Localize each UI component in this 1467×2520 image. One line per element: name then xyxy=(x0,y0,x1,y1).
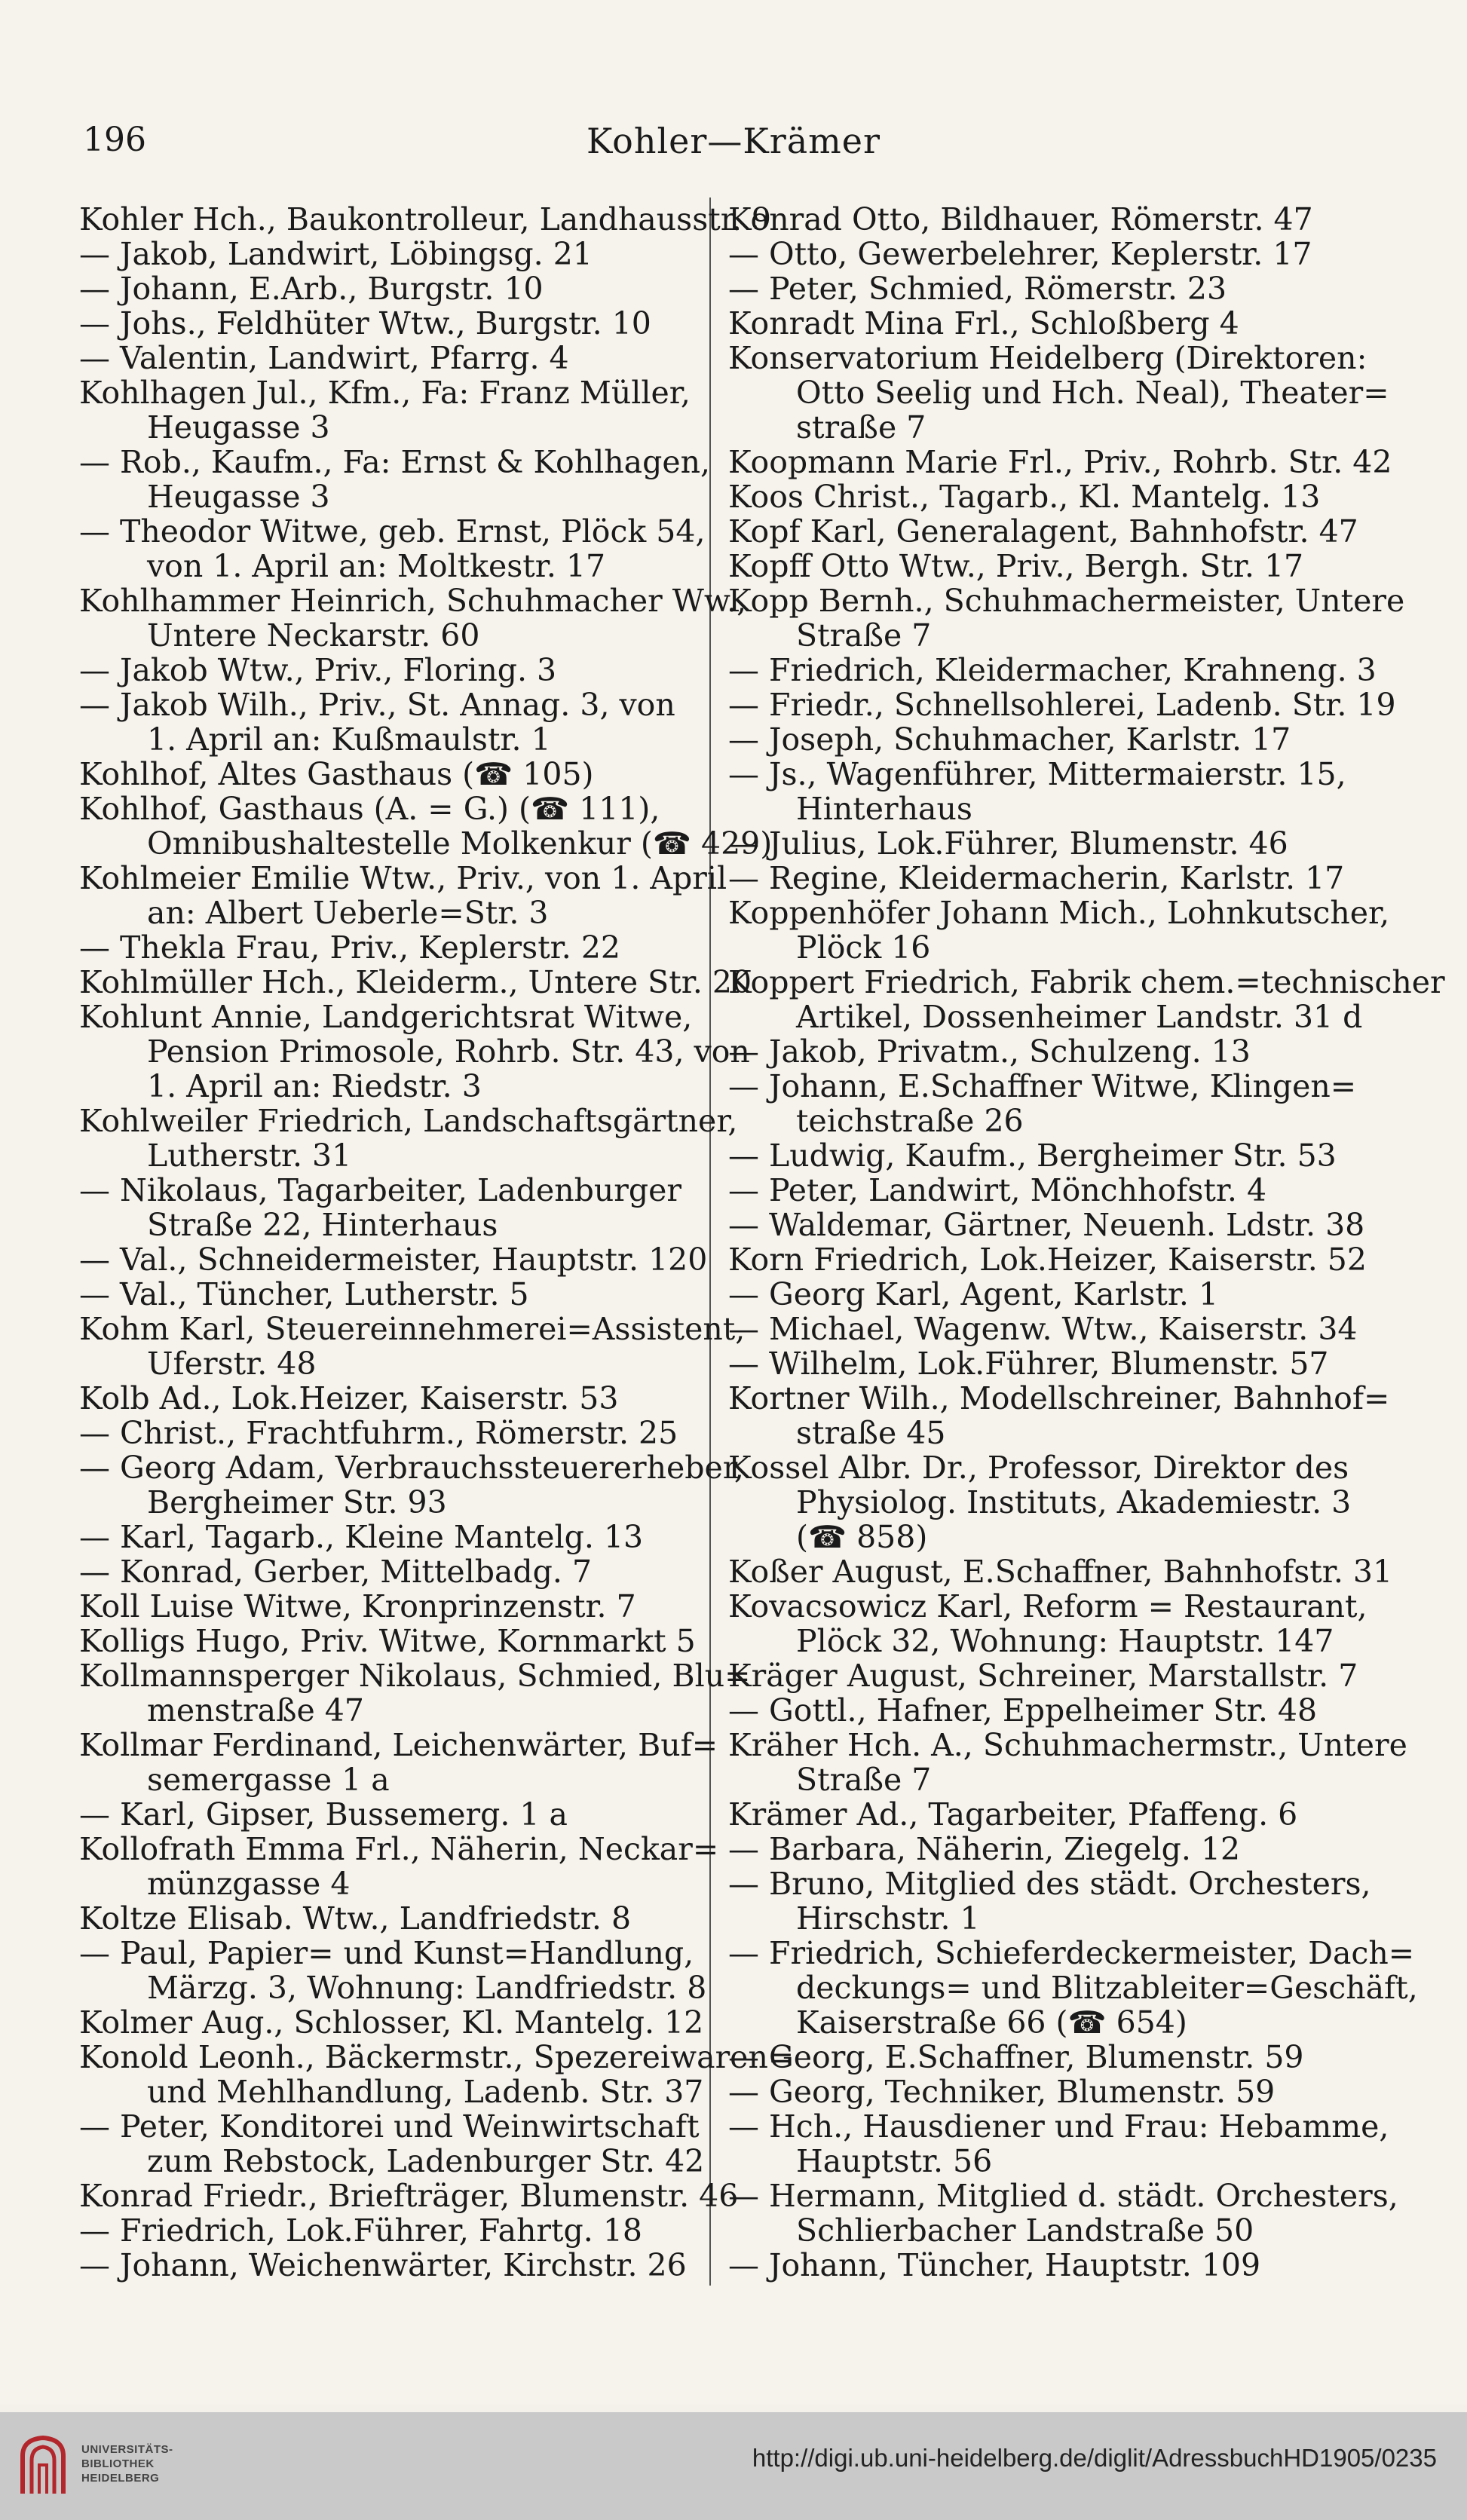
directory-entry xyxy=(79,1831,719,1902)
entry-line: — Gottl., Hafner, Eppelheimer Str. 48 xyxy=(728,1692,1318,1728)
entry-continuation-line: Straße 7 xyxy=(796,617,932,654)
entry-line: — Otto, Gewerbelehrer, Keplerstr. 17 xyxy=(728,236,1312,272)
entry-line: Kohlhagen Jul., Kfm., Fa: Franz Müller, xyxy=(79,375,691,411)
entry-line: — Joseph, Schuhmacher, Karlstr. 17 xyxy=(728,721,1291,758)
directory-entry xyxy=(728,1832,1354,1866)
entry-line: Koßer August, E.Schaffner, Bahnhofstr. 31 xyxy=(728,1554,1393,1590)
directory-entry xyxy=(79,2039,795,2110)
entry-line: — Konrad, Gerber, Mittelbadg. 7 xyxy=(79,1554,593,1590)
entry-continuation-line: zum Rebstock, Ladenburger Str. 42 xyxy=(147,2143,705,2179)
entry-line: Koos Christ., Tagarb., Kl. Mantelg. 13 xyxy=(728,479,1321,515)
directory-entry xyxy=(79,1589,712,1624)
entry-continuation-line: Plöck 16 xyxy=(796,929,931,966)
entry-line: Koopmann Marie Frl., Priv., Rohrb. Str. 42 xyxy=(728,444,1392,480)
directory-entry xyxy=(728,1068,1357,1139)
directory-entry xyxy=(728,306,1354,341)
directory-entry xyxy=(79,1277,712,1312)
running-head: Kohler—Krämer xyxy=(586,121,881,161)
entry-line: Kopp Bernh., Schuhmachermeister, Untere xyxy=(728,583,1405,619)
directory-entry xyxy=(728,237,1354,271)
entry-line: Koll Luise Witwe, Kronprinzenstr. 7 xyxy=(79,1588,636,1624)
directory-entry xyxy=(79,1381,712,1416)
directory-entry xyxy=(728,1658,1358,1694)
entry-continuation-line: semergasse 1 a xyxy=(147,1762,390,1798)
logo-line-3: HEIDELBERG xyxy=(81,2472,160,2485)
directory-entry xyxy=(728,2040,1354,2074)
directory-entry xyxy=(79,1624,712,1658)
entry-continuation-line: und Mehlhandlung, Ladenb. Str. 37 xyxy=(147,2074,704,2110)
entry-line: — Johann, Tüncher, Hauptstr. 109 xyxy=(728,2247,1261,2283)
entry-line: — Theodor Witwe, geb. Ernst, Plöck 54, xyxy=(79,513,706,550)
entry-continuation-line: (☎ 858) xyxy=(796,1519,928,1555)
directory-entry xyxy=(79,1797,712,1832)
entry-continuation-line: menstraße 47 xyxy=(147,1692,364,1728)
entry-line: Kräger August, Schreiner, Marstallstr. 7 xyxy=(728,1658,1358,1694)
entry-line: Konradt Mina Frl., Schloßberg 4 xyxy=(728,305,1239,341)
directory-entry xyxy=(79,1658,751,1728)
entry-line: — Karl, Gipser, Bussemerg. 1 a xyxy=(79,1796,568,1833)
entry-continuation-line: Straße 7 xyxy=(796,1762,932,1798)
entry-line: Kollmannsperger Nikolaus, Schmied, Blu= xyxy=(79,1658,751,1694)
university-library-logo[interactable] xyxy=(17,2433,198,2501)
directory-entry xyxy=(79,375,712,445)
entry-line: Kohlmüller Hch., Kleiderm., Untere Str. 20 xyxy=(79,964,752,1000)
entry-line: — Friedrich, Kleidermacher, Krahneng. 3 xyxy=(728,652,1377,688)
entry-continuation-line: Otto Seelig und Hch. Neal), Theater= xyxy=(796,375,1389,411)
entry-line: — Ludwig, Kaufm., Bergheimer Str. 53 xyxy=(728,1138,1337,1174)
entry-line: — Johann, E.Arb., Burgstr. 10 xyxy=(79,271,544,307)
entry-line: — Friedr., Schnellsohlerei, Ladenb. Str. 19 xyxy=(728,687,1396,723)
entry-continuation-line: Hauptstr. 56 xyxy=(796,2143,993,2179)
directory-entry xyxy=(79,1416,712,1450)
page-header xyxy=(75,113,1392,166)
entry-line: Kohm Karl, Steuereinnehmerei=Assistent, xyxy=(79,1311,746,1347)
entry-line: — Jakob Wilh., Priv., St. Annag. 3, von xyxy=(79,687,675,723)
entry-line: Kolb Ad., Lok.Heizer, Kaiserstr. 53 xyxy=(79,1380,619,1416)
entry-continuation-line: von 1. April an: Moltkestr. 17 xyxy=(147,548,606,584)
directory-entry xyxy=(79,445,712,514)
directory-entry xyxy=(728,895,1390,966)
entry-line: — Julius, Lok.Führer, Blumenstr. 46 xyxy=(728,825,1288,862)
entry-line: — Waldemar, Gärtner, Neuenh. Ldstr. 38 xyxy=(728,1207,1365,1243)
entry-line: — Wilhelm, Lok.Führer, Blumenstr. 57 xyxy=(728,1346,1329,1382)
entry-continuation-line: Heugasse 3 xyxy=(147,479,330,515)
entry-line: Kortner Wilh., Modellschreiner, Bahnhof= xyxy=(728,1380,1390,1416)
directory-entry xyxy=(79,930,712,965)
directory-entry xyxy=(79,1450,744,1520)
directory-entry xyxy=(728,687,1396,723)
entry-line: — Christ., Frachtfuhrm., Römerstr. 25 xyxy=(79,1415,678,1451)
entry-line: — Nikolaus, Tagarbeiter, Ladenburger xyxy=(79,1172,681,1208)
entry-line: Kohlunt Annie, Landgerichtsrat Witwe, xyxy=(79,999,693,1035)
entry-line: — Hermann, Mitglied d. städt. Orchesters, xyxy=(728,2178,1398,2214)
entry-continuation-line: Kaiserstraße 66 (☎ 654) xyxy=(796,2004,1187,2041)
entry-line: — Thekla Frau, Priv., Keplerstr. 22 xyxy=(79,929,621,966)
entry-continuation-line: Heugasse 3 xyxy=(147,409,330,446)
directory-entry xyxy=(728,1380,1390,1451)
entry-line: — Friedrich, Schieferdeckermeister, Dach= xyxy=(728,1935,1415,1971)
entry-line: — Michael, Wagenw. Wtw., Kaiserstr. 34 xyxy=(728,1311,1358,1347)
directory-entry xyxy=(728,1554,1393,1590)
logo-line-1: UNIVERSITÄTS- xyxy=(81,2443,173,2456)
left-column xyxy=(79,201,795,2283)
directory-entry xyxy=(79,271,712,306)
entry-continuation-line: 1. April an: Riedstr. 3 xyxy=(147,1068,482,1104)
directory-entry xyxy=(728,479,1354,514)
entry-line: — Jakob, Privatm., Schulzeng. 13 xyxy=(728,1033,1251,1070)
directory-entry xyxy=(79,1727,718,1798)
directory-entry xyxy=(728,1173,1354,1208)
entry-line: — Peter, Landwirt, Mönchhofstr. 4 xyxy=(728,1172,1267,1208)
directory-entry xyxy=(79,999,750,1104)
directory-entry xyxy=(79,1520,712,1554)
directory-entry xyxy=(728,1277,1354,1312)
library-emblem-icon xyxy=(17,2433,69,2498)
directory-entry xyxy=(79,1311,746,1382)
entry-continuation-line: Schlierbacher Landstraße 50 xyxy=(796,2212,1254,2249)
directory-entry xyxy=(79,341,712,375)
entry-line: Korn Friedrich, Lok.Heizer, Kaiserstr. 52 xyxy=(728,1242,1367,1278)
directory-entry xyxy=(79,2109,712,2179)
directory-entry xyxy=(728,1693,1354,1728)
entry-continuation-line: Bergheimer Str. 93 xyxy=(147,1484,447,1520)
directory-entry xyxy=(79,201,771,237)
entry-continuation-line: Pension Primosole, Rohrb. Str. 43, von xyxy=(147,1033,750,1070)
directory-entry xyxy=(728,826,1354,861)
directory-entry xyxy=(79,1901,712,1936)
directory-entry xyxy=(728,2248,1354,2283)
directory-entry xyxy=(79,583,747,654)
directory-entry xyxy=(728,444,1392,480)
directory-entry xyxy=(728,202,1354,237)
directory-entry xyxy=(728,2178,1398,2249)
source-url-link[interactable]: http://digi.ub.uni-heidelberg.de/diglit/AdressbuchHD1905/0235 xyxy=(752,2444,1437,2472)
entry-continuation-line: Omnibushaltestelle Molkenkur (☎ 429) xyxy=(147,825,773,862)
entry-line: Koppert Friedrich, Fabrik chem.=technischer xyxy=(728,964,1445,1000)
directory-entry xyxy=(79,757,712,792)
entry-line: Kohler Hch., Baukontrolleur, Landhausstr. 9 xyxy=(79,201,771,237)
entry-line: — Peter, Schmied, Römerstr. 23 xyxy=(728,271,1227,307)
entry-line: — Jakob, Landwirt, Löbingsg. 21 xyxy=(79,236,593,272)
directory-entry xyxy=(79,1242,712,1277)
directory-entry xyxy=(728,1346,1354,1381)
logo-text xyxy=(81,2442,173,2485)
entry-line: Kollmar Ferdinand, Leichenwärter, Buf= xyxy=(79,1727,718,1763)
directory-entry xyxy=(728,1207,1365,1243)
directory-entry xyxy=(728,722,1354,757)
directory-entry xyxy=(728,340,1389,446)
directory-entry xyxy=(79,2213,712,2248)
entry-line: Konrad Friedr., Briefträger, Blumenstr. 46 xyxy=(79,2178,739,2214)
directory-entry xyxy=(728,1138,1354,1173)
entry-line: Koppenhöfer Johann Mich., Lohnkutscher, xyxy=(728,895,1390,931)
directory-entry xyxy=(79,514,712,583)
directory-entry xyxy=(79,964,752,1000)
directory-entry xyxy=(728,1034,1354,1069)
entry-line: Kovacsowicz Karl, Reform = Restaurant, xyxy=(728,1588,1367,1624)
directory-entry xyxy=(728,1866,1371,1937)
directory-entry xyxy=(728,549,1354,583)
directory-entry xyxy=(728,1797,1354,1832)
entry-line: — Johs., Feldhüter Wtw., Burgstr. 10 xyxy=(79,305,651,341)
entry-line: Kopf Karl, Generalagent, Bahnhofstr. 47 xyxy=(728,513,1358,550)
directory-entry xyxy=(728,1588,1367,1659)
directory-entry xyxy=(79,687,712,757)
logo-line-2: BIBLIOTHEK xyxy=(81,2457,155,2470)
entry-continuation-line: Hirschstr. 1 xyxy=(796,1900,980,1937)
directory-entry xyxy=(79,2178,739,2214)
entry-line: — Regine, Kleidermacherin, Karlstr. 17 xyxy=(728,860,1345,896)
directory-entry xyxy=(79,2005,712,2040)
directory-entry xyxy=(728,513,1358,550)
directory-entry xyxy=(79,2248,712,2283)
directory-entry xyxy=(79,791,773,862)
entry-line: — Georg Karl, Agent, Karlstr. 1 xyxy=(728,1276,1219,1312)
entry-continuation-line: Plöck 32, Wohnung: Hauptstr. 147 xyxy=(796,1623,1334,1659)
entry-line: — Js., Wagenführer, Mittermaierstr. 15, xyxy=(728,756,1346,792)
entry-line: — Paul, Papier= und Kunst=Handlung, xyxy=(79,1935,694,1971)
entry-line: Konservatorium Heidelberg (Direktoren: xyxy=(728,340,1367,376)
entry-continuation-line: Straße 22, Hinterhaus xyxy=(147,1207,498,1243)
entry-line: Kopff Otto Wtw., Priv., Bergh. Str. 17 xyxy=(728,548,1304,584)
directory-entry xyxy=(728,1727,1407,1798)
directory-entry xyxy=(79,860,727,931)
directory-entry xyxy=(79,1554,712,1589)
directory-entry xyxy=(728,1242,1367,1278)
directory-entry xyxy=(728,2074,1354,2109)
entry-line: — Georg, Techniker, Blumenstr. 59 xyxy=(728,2074,1276,2110)
page-number: 196 xyxy=(83,121,146,159)
directory-entry xyxy=(728,652,1377,688)
entry-continuation-line: Märzg. 3, Wohnung: Landfriedstr. 8 xyxy=(147,1970,707,2006)
entry-line: Kolligs Hugo, Priv. Witwe, Kornmarkt 5 xyxy=(79,1623,696,1659)
entry-continuation-line: teichstraße 26 xyxy=(796,1103,1024,1139)
directory-entry xyxy=(728,583,1405,654)
entry-line: — Peter, Konditorei und Weinwirtschaft xyxy=(79,2108,700,2145)
entry-line: Konold Leonh., Bäckermstr., Spezereiwaren= xyxy=(79,2039,795,2075)
directory-entry xyxy=(79,237,712,271)
entry-line: Koltze Elisab. Wtw., Landfriedstr. 8 xyxy=(79,1900,632,1937)
directory-entry xyxy=(728,1311,1358,1347)
entry-line: — Barbara, Näherin, Ziegelg. 12 xyxy=(728,1831,1241,1867)
entry-line: — Val., Tüncher, Lutherstr. 5 xyxy=(79,1276,529,1312)
entry-continuation-line: straße 7 xyxy=(796,409,926,446)
entry-line: — Johann, Weichenwärter, Kirchstr. 26 xyxy=(79,2247,687,2283)
entry-line: — Val., Schneidermeister, Hauptstr. 120 xyxy=(79,1242,708,1278)
directory-entry xyxy=(728,271,1354,306)
entry-continuation-line: Untere Neckarstr. 60 xyxy=(147,617,480,654)
entry-line: — Valentin, Landwirt, Pfarrg. 4 xyxy=(79,340,569,376)
entry-continuation-line: Lutherstr. 31 xyxy=(147,1138,352,1174)
directory-entry xyxy=(728,1935,1418,2041)
entry-continuation-line: an: Albert Ueberle=Str. 3 xyxy=(147,895,549,931)
directory-entry xyxy=(728,757,1354,826)
entry-line: — Hch., Hausdiener und Frau: Hebamme, xyxy=(728,2108,1389,2145)
directory-entry xyxy=(79,306,712,341)
entry-continuation-line: Physiolog. Instituts, Akademiestr. 3 xyxy=(796,1484,1352,1520)
entry-line: — Karl, Tagarb., Kleine Mantelg. 13 xyxy=(79,1519,644,1555)
entry-line: Kräher Hch. A., Schuhmachermstr., Untere xyxy=(728,1727,1407,1763)
entry-line: — Bruno, Mitglied des städt. Orchesters, xyxy=(728,1866,1371,1902)
directory-entry xyxy=(728,964,1445,1035)
entry-line: — Georg, E.Schaffner, Blumenstr. 59 xyxy=(728,2039,1304,2075)
entry-line: Kohlhof, Altes Gasthaus (☎ 105) xyxy=(79,756,594,792)
entry-line: — Georg Adam, Verbrauchssteuererheber, xyxy=(79,1450,744,1486)
entry-continuation-line: Artikel, Dossenheimer Landstr. 31 d xyxy=(796,999,1363,1035)
right-column xyxy=(728,201,1445,2283)
entry-continuation-line: 1. April an: Kußmaulstr. 1 xyxy=(147,721,551,758)
entry-line: — Johann, E.Schaffner Witwe, Klingen= xyxy=(728,1068,1357,1104)
footer-bar xyxy=(0,2412,1467,2520)
entry-continuation-line: straße 45 xyxy=(796,1415,946,1451)
directory-entry xyxy=(79,1173,712,1242)
directory-entry xyxy=(79,1103,738,1174)
entry-line: — Jakob Wtw., Priv., Floring. 3 xyxy=(79,652,557,688)
entry-line: Kolmer Aug., Schlosser, Kl. Mantelg. 12 xyxy=(79,2004,704,2041)
entry-continuation-line: Uferstr. 48 xyxy=(147,1346,317,1382)
entry-line: Konrad Otto, Bildhauer, Römerstr. 47 xyxy=(728,201,1313,237)
directory-entry xyxy=(728,1450,1354,1554)
entry-continuation-line: deckungs= und Blitzableiter=Geschäft, xyxy=(796,1970,1418,2006)
entry-line: — Rob., Kaufm., Fa: Ernst & Kohlhagen, xyxy=(79,444,711,480)
directory-entry xyxy=(79,653,712,687)
directory-entry xyxy=(728,861,1354,896)
entry-line: — Friedrich, Lok.Führer, Fahrtg. 18 xyxy=(79,2212,642,2249)
directory-entry xyxy=(728,2108,1389,2179)
entry-continuation-line: münzgasse 4 xyxy=(147,1866,351,1902)
entry-line: Kohlmeier Emilie Wtw., Priv., von 1. April xyxy=(79,860,727,896)
entry-line: Kollofrath Emma Frl., Näherin, Neckar= xyxy=(79,1831,719,1867)
entry-line: Krämer Ad., Tagarbeiter, Pfaffeng. 6 xyxy=(728,1796,1298,1833)
entry-continuation-line: Hinterhaus xyxy=(796,791,972,827)
entry-line: Kohlhammer Heinrich, Schuhmacher Ww., xyxy=(79,583,747,619)
entry-line: Kohlweiler Friedrich, Landschaftsgärtner, xyxy=(79,1103,738,1139)
directory-entry xyxy=(79,1936,712,2005)
entry-line: Kohlhof, Gasthaus (A. = G.) (☎ 111), xyxy=(79,791,660,827)
entry-line: Kossel Albr. Dr., Professor, Direktor des xyxy=(728,1450,1349,1486)
